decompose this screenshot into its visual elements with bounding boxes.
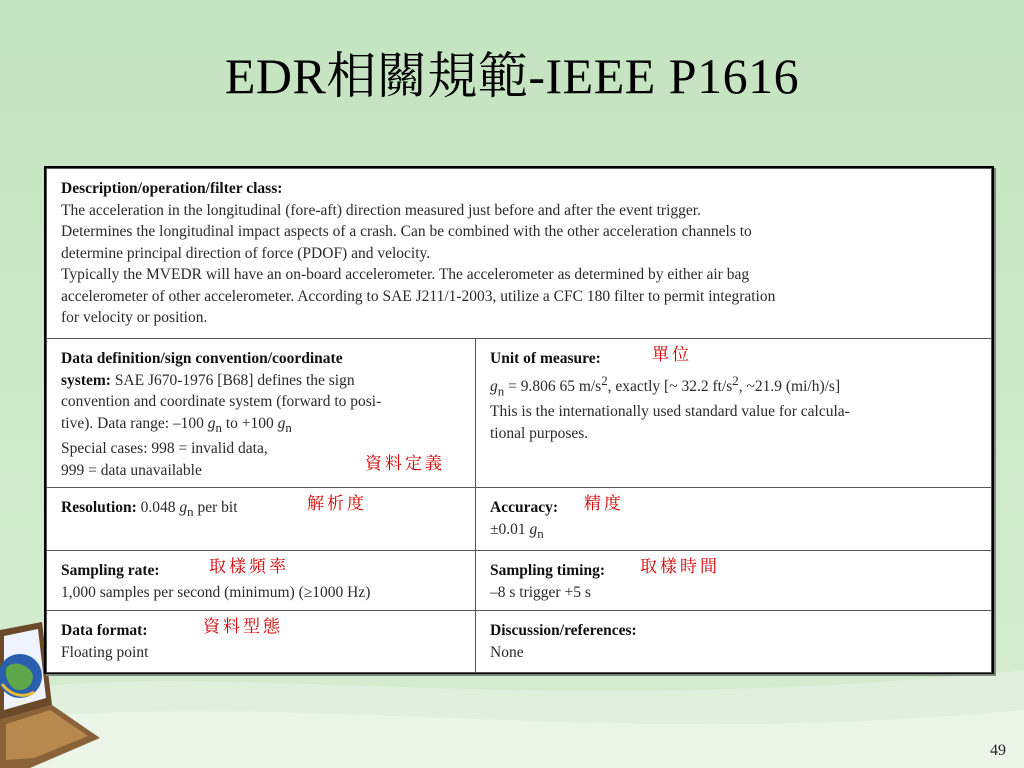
unit-value-line: $g_n = 9.806$ 65 $m/s^2$, exactly [~ 32.2 $ft/s^2$, ~21.9 (mi/h)/s] [490,372,841,398]
sampling-timing-value: –8 s trigger +5 s [490,583,591,601]
note-unit: 單位 [652,345,692,365]
sampling-rate-value: 1,000 samples per second (minimum) (≥1000 Hz) [61,583,371,601]
accuracy-heading: Accuracy: [490,499,558,517]
description-line: Typically the MVEDR will have an on-board accelerometer. The accelerometer as determined by either air bag [61,266,750,283]
resolution-cell: Resolution: 0.048 $g_n$ per bit 解析度 [47,488,476,551]
description-line: determine principal direction of force (PDOF) and velocity. [61,244,431,262]
description-line: for velocity or position. [61,309,208,326]
data-format-value: Floating point [61,643,149,661]
data-format-heading: Data format: [61,622,148,640]
unit-cell [476,339,992,488]
discussion-value: None [490,643,524,661]
page-number: 49 [990,742,1006,759]
data-definition-heading: Data definition/sign convention/coordinate [61,350,343,367]
accuracy-value: ±0.01 $g_n$ [490,520,544,541]
note-data-format: 資料型態 [203,617,283,638]
unit-desc-line: tional purposes. [490,424,589,442]
note-accuracy: 精度 [584,494,624,515]
discussion-heading: Discussion/references: [490,622,637,640]
sampling-rate-heading: Sampling rate: [61,562,160,580]
unit-heading: Unit of measure: [490,350,601,367]
data-definition-cell [47,339,476,488]
sampling-timing-heading: Sampling timing: [490,562,605,580]
note-resolution: 解析度 [307,494,367,515]
description-line: The acceleration in the longitudinal (fore-aft) direction measured just before and after the event trigger. [61,201,701,219]
special-cases-line: Special cases: 998 = invalid data, [61,440,268,458]
description-line: accelerometer of other accelerometer. According to SAE J211/1-2003, utilize a CFC 180 filter to permit integration [61,287,776,305]
accuracy-cell [476,488,992,551]
special-cases-line: 999 = data unavailable [61,461,202,479]
description-heading: Description/operation/filter class: [61,180,283,197]
unit-desc-line: This is the internationally used standard value for calcula- [490,403,850,421]
note-sampling-rate: 取樣頻率 [209,557,289,578]
discussion-cell [476,611,992,673]
data-definition-line: convention and coordinate system (forward to posi- [61,393,382,410]
note-sampling-timing: 取樣時間 [640,557,720,578]
sampling-rate-cell [47,551,476,611]
resolution-heading: Resolution: [61,499,137,517]
spec-table [46,168,992,673]
spec-table-image [44,166,994,674]
note-data-definition: 資料定義 [365,454,445,474]
description-cell [47,169,992,339]
data-definition-line: system: SAE J670-1976 [B68] defines the sign [61,371,355,389]
description-line: Determines the longitudinal impact aspects of a crash. Can be combined with the other acceleration channels to [61,223,752,240]
system-label: system: [61,371,111,389]
data-range-line: tive). Data range: –100 $g_n$ to +100 $g_n$ [61,414,292,435]
data-format-cell [47,611,476,673]
slide-title: EDR相關規範-IEEE P1616 [224,48,800,104]
sampling-timing-cell [476,551,992,611]
